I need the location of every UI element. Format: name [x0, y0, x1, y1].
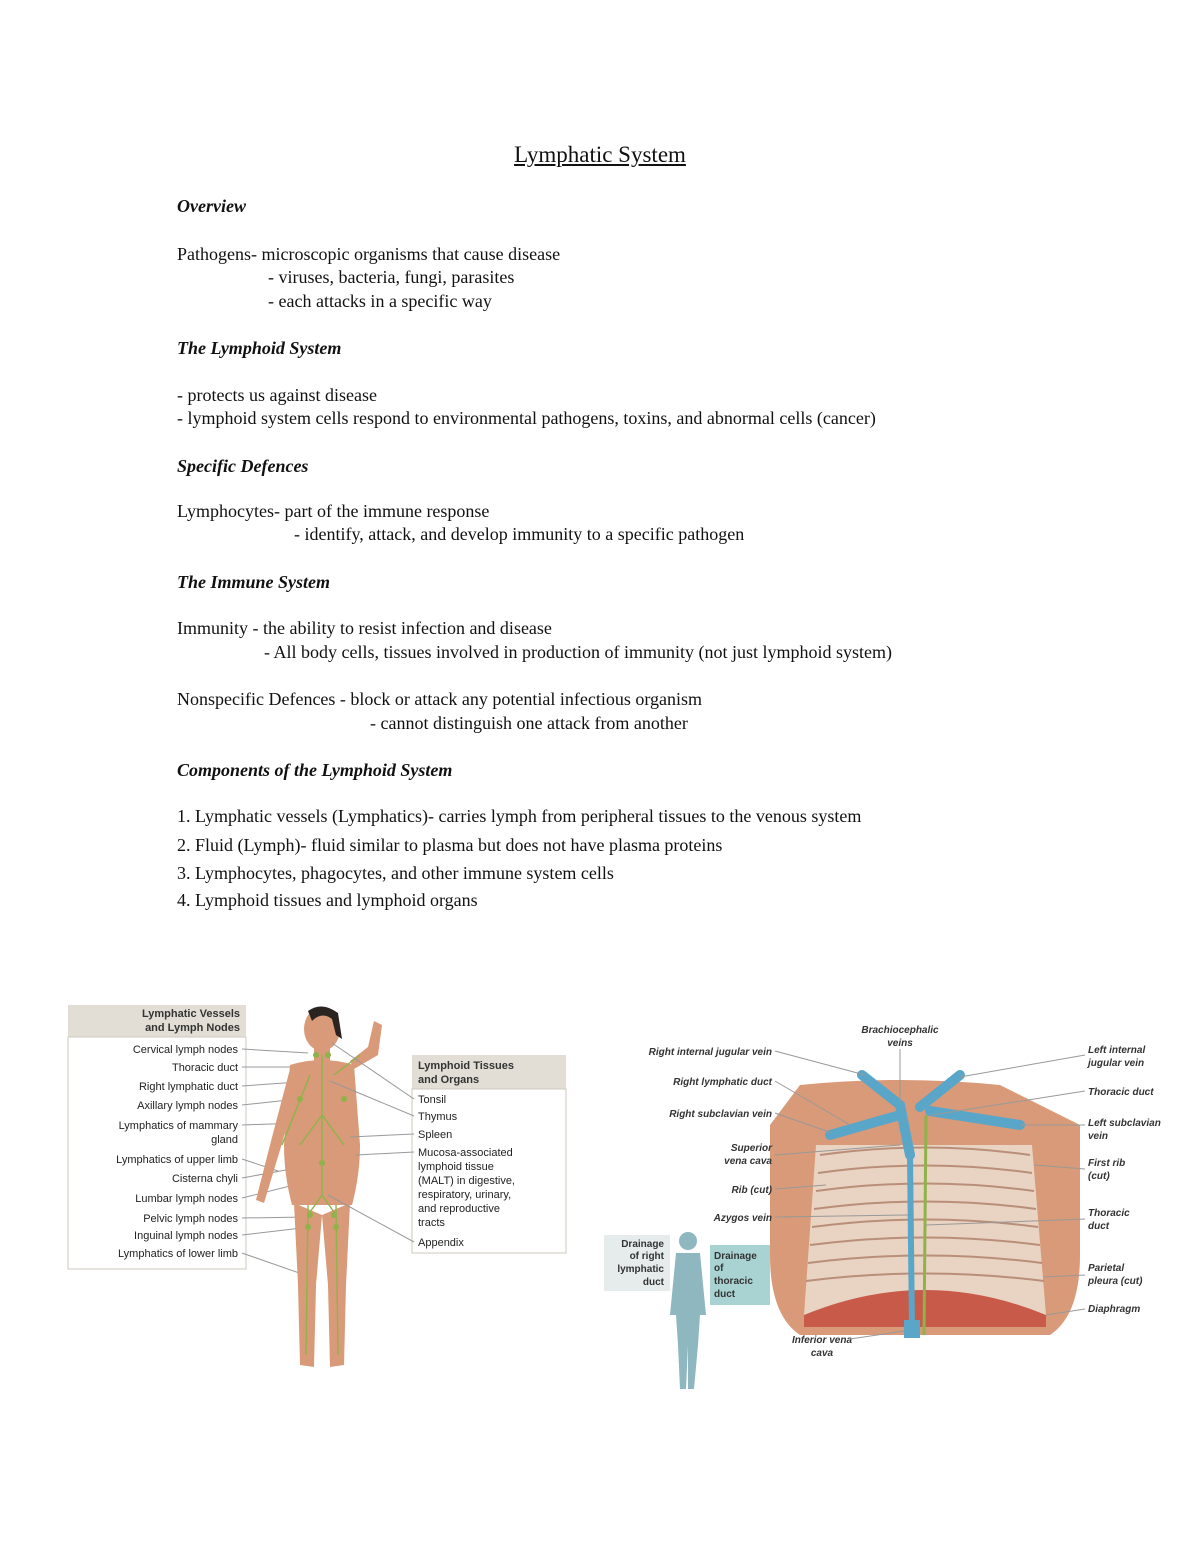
list-item: 2. Fluid (Lymph)- fluid similar to plasma but does not have plasma proteins: [177, 835, 723, 855]
figure-label: Diaphragm: [1088, 1304, 1141, 1315]
figure-label: Cervical lymph nodes: [132, 1044, 238, 1056]
figure-label: Lumbar lymph nodes: [135, 1193, 238, 1205]
text-line: - lymphoid system cells respond to environmental pathogens, toxins, and abnormal cells (cancer): [177, 408, 876, 428]
azygos-vein: [910, 1155, 912, 1330]
list-item: 1. Lymphatic vessels (Lymphatics)- carries lymph from peripheral tissues to the venous system: [177, 806, 862, 826]
figure-label: Inguinal lymph nodes: [134, 1230, 238, 1242]
section-heading-immune-system: The Immune System: [177, 572, 331, 592]
box-title: and Organs: [418, 1074, 480, 1086]
figure-label: Lymphatics of upper limb: [116, 1154, 238, 1166]
list-item: 4. Lymphoid tissues and lymphoid organs: [177, 890, 478, 910]
figure-label: Lymphatics of lower limb: [117, 1248, 238, 1260]
figure-label: Right subclavian vein: [669, 1109, 772, 1120]
inferior-vena-cava: [904, 1320, 920, 1338]
figure-label: Drainage: [621, 1239, 664, 1250]
figure-label: Right lymphatic duct: [138, 1081, 238, 1093]
figure-label: (MALT) in digestive,: [418, 1175, 515, 1187]
figure-label: vein: [1088, 1131, 1109, 1142]
figure-label: pleura (cut): [1088, 1276, 1143, 1287]
figure-label: Pelvic lymph nodes: [143, 1213, 238, 1225]
figure-label: Thoracic duct: [1088, 1087, 1154, 1098]
figure-label: Thoracic duct: [171, 1062, 238, 1074]
figure-label: Inferior vena: [791, 1335, 853, 1346]
text-line: - cannot distinguish one attack from another: [370, 713, 688, 733]
text-line: Lymphocytes- part of the immune response: [177, 501, 490, 521]
figure-label: duct: [1088, 1221, 1110, 1232]
drainage-silhouette: [670, 1232, 706, 1389]
figure-label: Parietal: [1088, 1263, 1125, 1274]
figure-label: Tonsil: [418, 1094, 447, 1106]
figure-label: Thymus: [418, 1111, 458, 1123]
section-heading-overview: Overview: [177, 196, 246, 216]
figure-label: veins: [887, 1038, 913, 1049]
figure-label: of right: [629, 1251, 664, 1262]
text-line: - protects us against disease: [177, 385, 377, 405]
box-title: Lymphoid Tissues: [418, 1060, 514, 1072]
figure-label: vena cava: [724, 1156, 772, 1167]
figure-label: gland: [211, 1134, 238, 1146]
figure-label: Azygos vein: [713, 1213, 772, 1224]
figure-label: Superior: [730, 1143, 772, 1154]
body-silhouette: [256, 1007, 382, 1367]
figure-label: thoracic: [714, 1276, 753, 1287]
figure-label: tracts: [418, 1217, 445, 1229]
text-line: - viruses, bacteria, fungi, parasites: [268, 267, 515, 287]
thoracic-duct-figure: [600, 1015, 1190, 1395]
figure-label: Right internal jugular vein: [648, 1047, 772, 1058]
figure-label: lymphatic: [617, 1264, 664, 1275]
text-line: - All body cells, tissues involved in production of immunity (not just lymphoid system): [264, 642, 892, 662]
section-heading-specific-defences: Specific Defences: [177, 456, 309, 476]
figure-label: Mucosa-associated: [418, 1147, 513, 1159]
figure-label: Brachiocephalic: [861, 1025, 939, 1036]
figure-label: Rib (cut): [731, 1185, 772, 1196]
figure-label: Left internal: [1088, 1045, 1146, 1056]
figure-label: respiratory, urinary,: [418, 1189, 512, 1201]
section-heading-components: Components of the Lymphoid System: [177, 760, 453, 780]
figure-label: Lymphatics of mammary: [118, 1120, 238, 1132]
figure-label: Spleen: [418, 1129, 453, 1141]
text-line: - identify, attack, and develop immunity to a specific pathogen: [294, 524, 745, 544]
figure-label: lymphoid tissue: [418, 1161, 494, 1173]
figure-label: Drainage: [714, 1251, 757, 1262]
figure-label: Appendix: [418, 1237, 464, 1249]
figure-label: and reproductive: [418, 1203, 500, 1215]
figure-label: cava: [810, 1348, 834, 1359]
figure-label: Cisterna chyli: [171, 1173, 238, 1185]
text-line: Nonspecific Defences - block or attack any potential infectious organism: [177, 689, 702, 709]
thoracic-duct: [924, 1115, 926, 1335]
figure-label: jugular vein: [1088, 1058, 1145, 1069]
text-line: Immunity - the ability to resist infection and disease: [177, 618, 552, 638]
figure-label: First rib: [1088, 1158, 1126, 1169]
figure-label: of: [714, 1263, 724, 1274]
figure-label: Axillary lymph nodes: [137, 1100, 238, 1112]
page-title: Lymphatic System: [514, 142, 686, 167]
section-heading-lymphoid-system: The Lymphoid System: [177, 338, 342, 358]
box-title: and Lymph Nodes: [145, 1022, 240, 1034]
figure-label: duct: [642, 1277, 664, 1288]
figure-label: Thoracic: [1088, 1208, 1130, 1219]
figure-label: duct: [714, 1289, 736, 1300]
box-title: Lymphatic Vessels: [141, 1008, 240, 1020]
figure-label: (cut): [1088, 1171, 1110, 1182]
text-line: - each attacks in a specific way: [268, 291, 492, 311]
lymphatic-body-figure: [60, 995, 580, 1395]
text-line: Pathogens- microscopic organisms that cause disease: [177, 244, 561, 264]
list-item: 3. Lymphocytes, phagocytes, and other immune system cells: [177, 863, 614, 883]
figure-label: Left subclavian: [1088, 1118, 1161, 1129]
figure-label: Right lymphatic duct: [673, 1077, 772, 1088]
